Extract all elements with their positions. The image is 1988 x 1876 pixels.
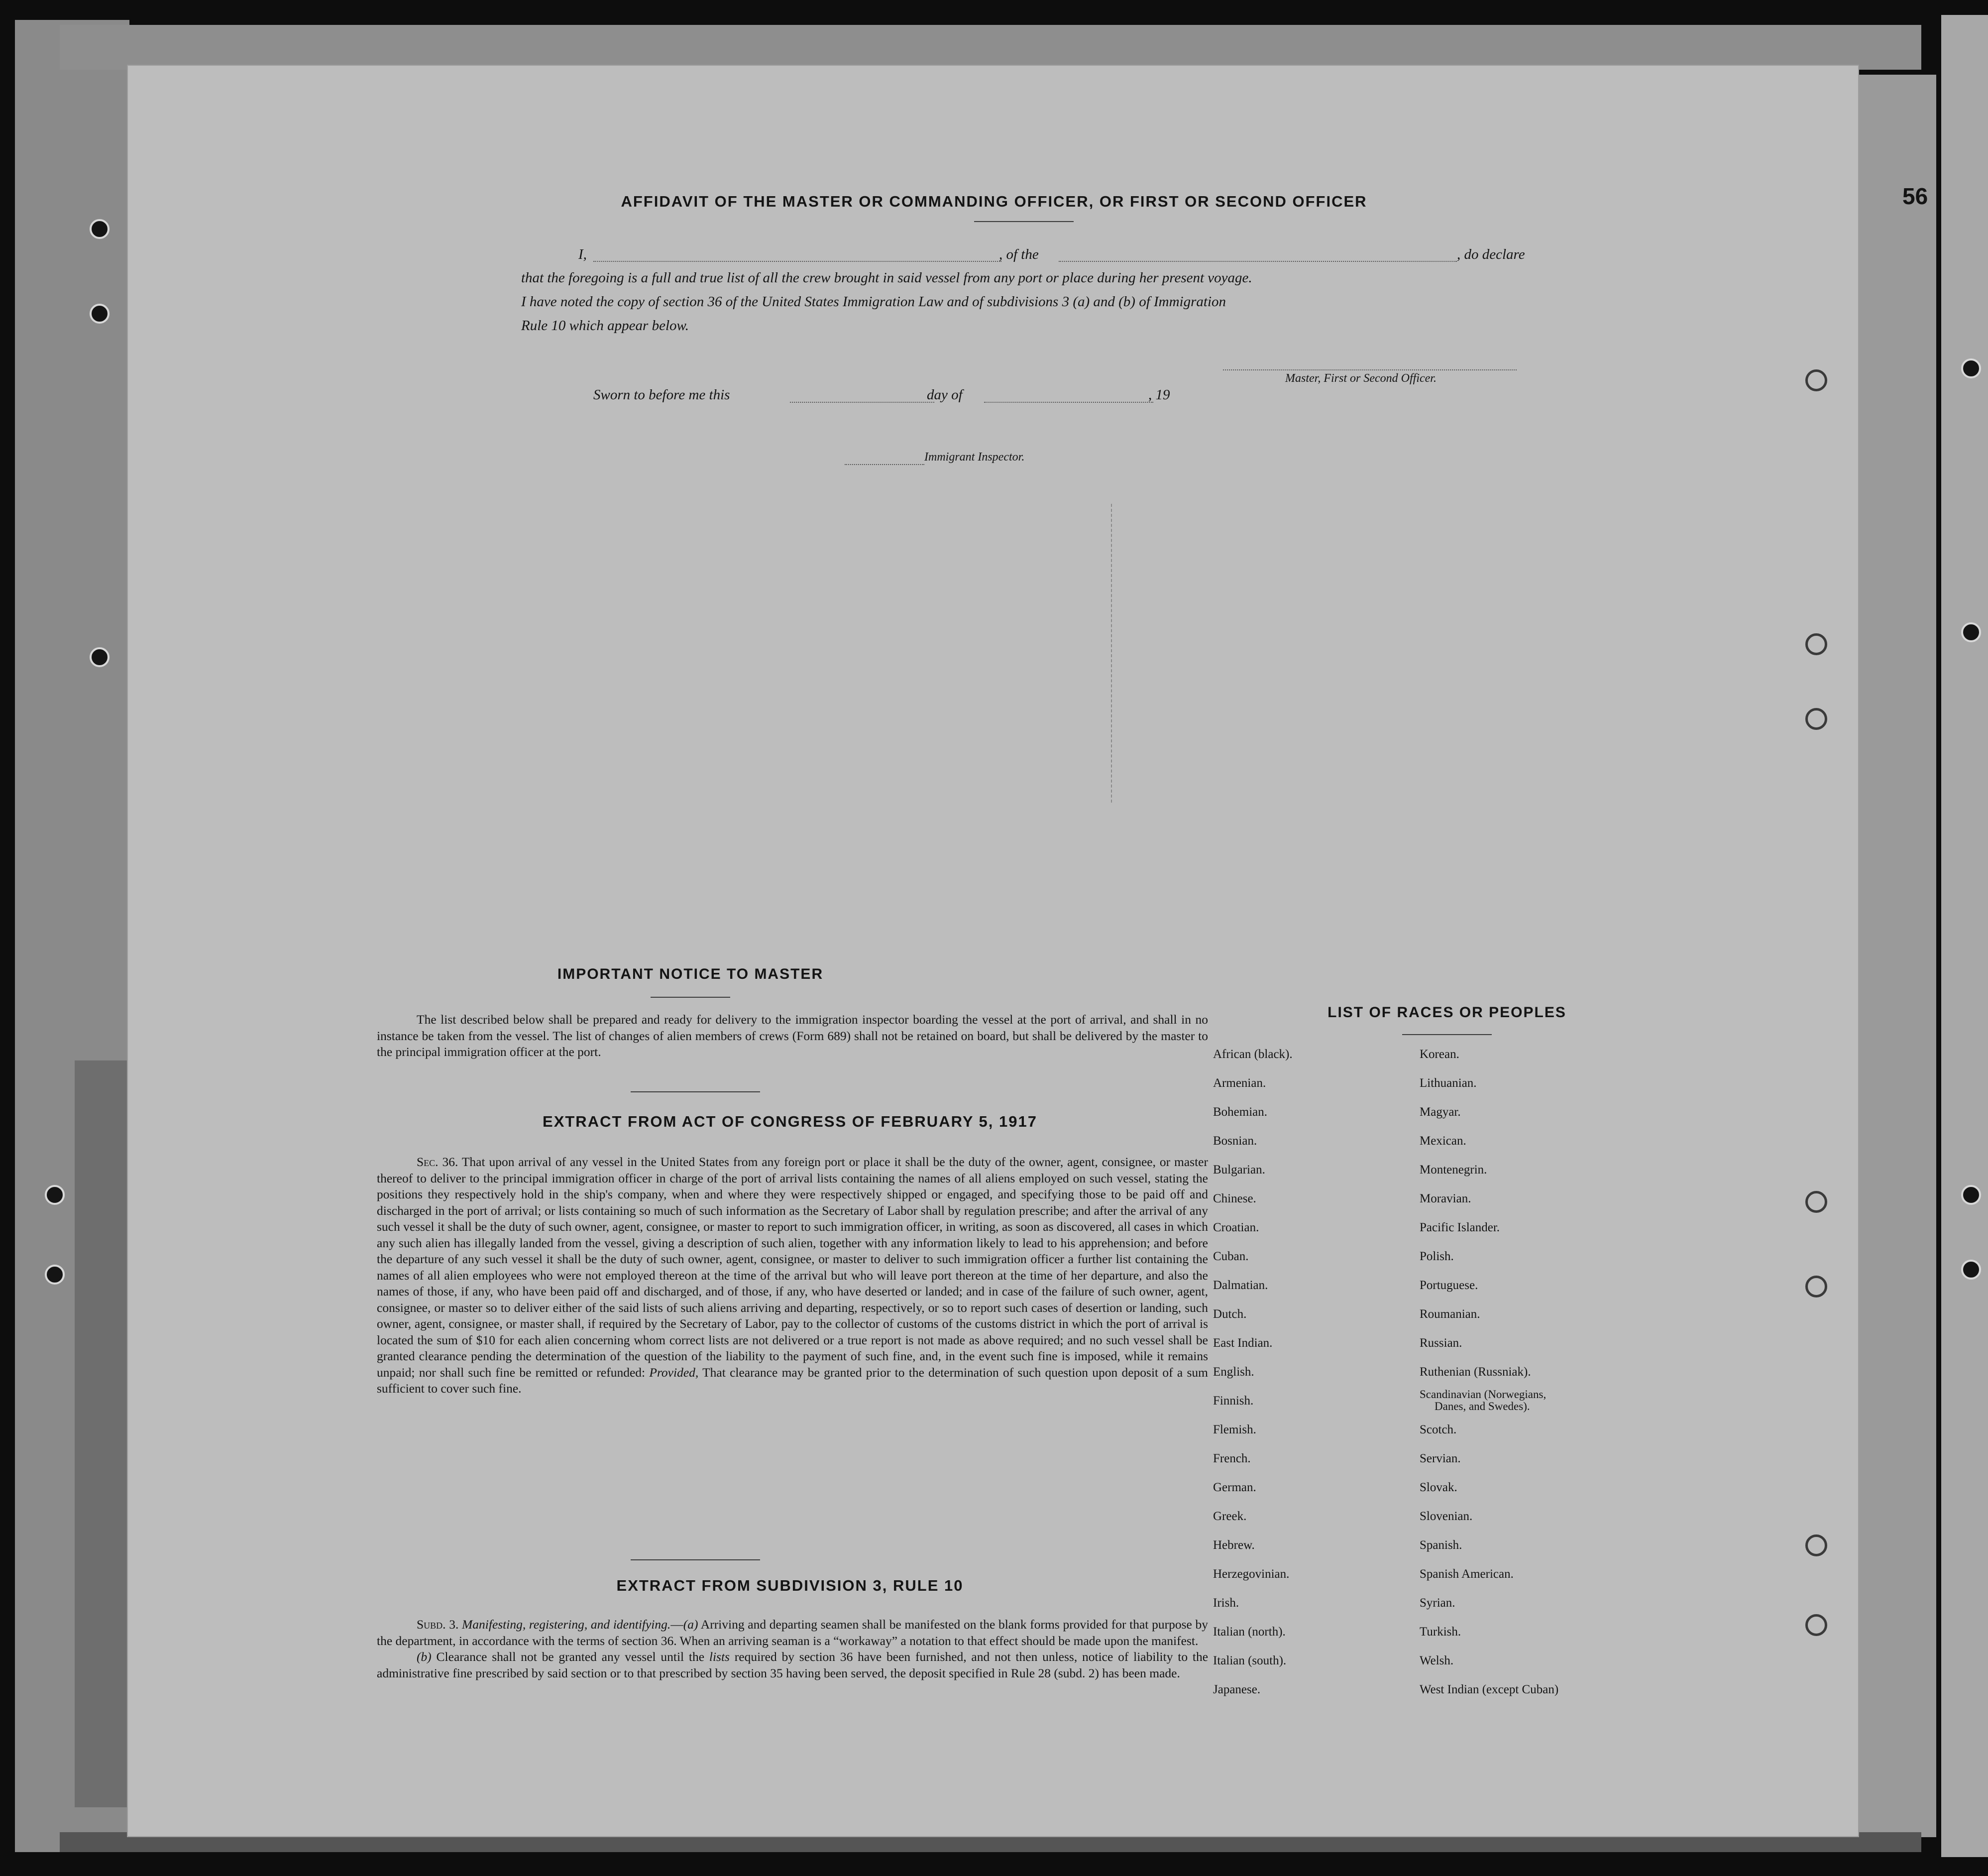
rule10-title: EXTRACT FROM SUBDIVISION 3, RULE 10: [616, 1577, 964, 1594]
race-item: Syrian.: [1420, 1596, 1455, 1610]
race-item: Slovak.: [1420, 1481, 1457, 1494]
notice-bottom-rule: [631, 1091, 760, 1092]
races-right-column: [1420, 1048, 1658, 1745]
affidavit-of-the: , of the: [999, 246, 1039, 262]
race-item: Flemish.: [1213, 1423, 1256, 1436]
notice-paragraph: The list described below shall be prepared and ready for delivery to the immigration inspector boarding the vessel at the port of arrival, and shall in no instance be taken from the vessel. The list of changes of alien members of crews (Form 689) shall not be retained on board, but shall be delivered by the master to the principal immigration officer at the port.: [377, 1012, 1208, 1059]
affidavit-line-4: Rule 10 which appear below.: [521, 318, 689, 334]
page-number: 56: [1902, 183, 1928, 209]
races-title: LIST OF RACES OR PEOPLES: [1327, 1004, 1566, 1021]
master-signature-label: Master, First or Second Officer.: [1285, 372, 1436, 385]
race-item: Spanish American.: [1420, 1567, 1514, 1581]
race-item: East Indian.: [1213, 1336, 1273, 1350]
race-item: Turkish.: [1420, 1625, 1461, 1639]
far-right-strip: [1941, 15, 1988, 1857]
sworn-day-of: day of: [927, 387, 963, 403]
notice-title-rule: [651, 997, 730, 998]
binder-hole: [1805, 633, 1827, 655]
race-item: Dalmatian.: [1213, 1279, 1268, 1292]
race-item: Bohemian.: [1213, 1105, 1268, 1119]
race-item: Slovenian.: [1420, 1510, 1473, 1523]
sworn-year: , 19: [1148, 387, 1170, 403]
binder-hole: [1805, 1276, 1827, 1297]
binder-hole: [90, 647, 110, 667]
binder-hole: [1805, 1191, 1827, 1213]
binder-hole: [1805, 1614, 1827, 1636]
rule10-subd-heading: Manifesting, registering, and identifying.: [462, 1617, 671, 1632]
rule10-paragraph-b: [377, 1649, 1208, 1681]
notice-title: IMPORTANT NOTICE TO MASTER: [557, 966, 824, 982]
sworn-month-blank[interactable]: [984, 402, 1153, 403]
top-page-edge: [60, 25, 1921, 70]
affidavit-line-3: I have noted the copy of section 36 of the United States Immigration Law and of subdivisions 3 (a) and (b) of Immigration: [521, 294, 1226, 310]
race-item: Greek.: [1213, 1510, 1247, 1523]
binder-hole: [1805, 369, 1827, 391]
race-item: Roumanian.: [1420, 1307, 1480, 1321]
race-item: Korean.: [1420, 1048, 1459, 1061]
race-item: Servian.: [1420, 1452, 1461, 1465]
page-fold-line: [1111, 504, 1113, 803]
vessel-name-blank[interactable]: [1059, 261, 1457, 262]
race-item: Dutch.: [1213, 1307, 1247, 1321]
race-item: Mexican.: [1420, 1134, 1466, 1148]
race-item: English.: [1213, 1365, 1254, 1379]
race-item: Scotch.: [1420, 1423, 1457, 1436]
binder-hole: [90, 304, 110, 324]
race-item: Cuban.: [1213, 1250, 1249, 1263]
race-item: Finnish.: [1213, 1394, 1254, 1407]
race-item: Montenegrin.: [1420, 1163, 1487, 1176]
binder-hole: [45, 1265, 65, 1285]
act-title: EXTRACT FROM ACT OF CONGRESS OF FEBRUARY 5, 1917: [543, 1113, 1037, 1130]
race-item: Chinese.: [1213, 1192, 1256, 1205]
affidavit-title: AFFIDAVIT OF THE MASTER OR COMMANDING OFFICER, OR FIRST OR SECOND OFFICER: [621, 193, 1367, 210]
binder-hole: [1805, 1534, 1827, 1556]
sworn-day-blank[interactable]: [790, 402, 934, 403]
binder-hole: [1805, 708, 1827, 730]
race-item: Lithuanian.: [1420, 1076, 1477, 1090]
race-item: Herzegovinian.: [1213, 1567, 1290, 1581]
rule10-a-text: Arriving and departing seamen shall be manifested on the blank forms provided for that purpose by the department, in accordance with the terms of section 36. When an arriving seaman is a “workaway” a notation to that effect should be made upon the manifest.: [377, 1617, 1208, 1648]
act-text-end: That clearance may be granted prior to the determination of such question upon deposit of a sum sufficient to cover such fine.: [377, 1365, 1208, 1396]
race-item: Italian (south).: [1213, 1654, 1287, 1667]
act-paragraph: [377, 1154, 1208, 1397]
act-bottom-rule: [631, 1559, 760, 1560]
race-item: Japanese.: [1213, 1683, 1261, 1696]
manifest-back-page: [127, 65, 1928, 1837]
race-item: Italian (north).: [1213, 1625, 1286, 1639]
race-item: French.: [1213, 1452, 1251, 1465]
master-signature-blank[interactable]: [1223, 369, 1517, 370]
race-item: Portuguese.: [1420, 1279, 1478, 1292]
race-item: Welsh.: [1420, 1654, 1454, 1667]
race-item: Armenian.: [1213, 1076, 1266, 1090]
rule10-b-label: (b): [417, 1649, 432, 1664]
race-item: Irish.: [1213, 1596, 1239, 1610]
right-page-edge: [1857, 75, 1936, 1837]
notice-text: [377, 1012, 1208, 1060]
affidavit-do-declare: , do declare: [1457, 246, 1525, 262]
rule10-paragraph-a: Subd. 3. Manifesting, registering, and identifying.—(a) Arriving and departing seamen shall be manifested on the blank forms provided for that purpose by the department, in accordance with the terms of section 36. When an arriving seaman is a “workaway” a notation to that effect should be made upon the manifest.: [377, 1617, 1208, 1648]
race-item: Hebrew.: [1213, 1538, 1255, 1552]
affidavit-line-2: that the foregoing is a full and true list of all the crew brought in said vessel from any port or place during her present voyage.: [521, 270, 1252, 286]
race-item: African (black).: [1213, 1048, 1293, 1061]
race-item: German.: [1213, 1481, 1256, 1494]
races-left-column: [1213, 1048, 1412, 1745]
race-item: West Indian (except Cuban): [1420, 1683, 1559, 1696]
binder-hole: [1961, 358, 1981, 378]
binder-hole: [1961, 1260, 1981, 1280]
race-item: Magyar.: [1420, 1105, 1461, 1119]
rule10-text: [377, 1617, 1208, 1681]
race-item: Spanish.: [1420, 1538, 1462, 1552]
affidavit-title-rule: [974, 221, 1074, 222]
race-item: Bosnian.: [1213, 1134, 1257, 1148]
rule10-a-label: (a): [683, 1617, 698, 1632]
races-title-rule: [1402, 1034, 1492, 1035]
binder-hole: [1961, 1185, 1981, 1205]
act-text: [377, 1154, 1208, 1397]
affidavit-i: I,: [578, 246, 587, 262]
race-item: Moravian.: [1420, 1192, 1471, 1205]
master-name-blank[interactable]: [593, 261, 1001, 262]
race-item: Pacific Islander.: [1420, 1221, 1500, 1234]
race-item: Polish.: [1420, 1250, 1454, 1263]
inspector-signature-blank[interactable]: [845, 464, 924, 465]
race-item: Russian.: [1420, 1336, 1462, 1350]
act-provided: Provided,: [649, 1365, 699, 1380]
binder-hole: [45, 1185, 65, 1205]
race-item: Scandinavian (Norwegians,: [1420, 1388, 1546, 1401]
act-section-label: Sec. 36.: [417, 1155, 458, 1169]
rule10-b-text-1: Clearance shall not be granted any vessel until the: [436, 1649, 705, 1664]
race-item: Ruthenian (Russniak).: [1420, 1365, 1531, 1379]
race-item: Bulgarian.: [1213, 1163, 1265, 1176]
act-main-text: That upon arrival of any vessel in the United States from any foreign port or place it shall be the duty of the owner, agent, consignee, or master thereof to deliver to the principal immigration officer in charge of the port of arrival lists containing the names of all aliens employed on such vessel, stating the positions they respectively hold in the ship's company, when and where they were respectively shipped or engaged, and specifying those to be paid off and discharged in the port of arrival; or lists containing so much of such information as the Secretary of Labor shall by regulation prescribe; and after the arrival of any such vessel it shall be the duty of such owner, agent, consignee, or master to report to such immigration officer, in writing, as soon as discovered, all cases in which any such alien has illegally landed from the vessel, giving a description of such alien, together with any information likely to lead to his apprehension; and before the departure of any such vessel it shall be the duty of such owner, agent, consignee, or master to deliver to such immigration officer a further list containing the names of all alien employees who were not employed thereon at the time of the arrival but who will leave port thereon at the time of her departure, and also the names of those, if any, who have been paid off and discharged, and of those, if any, who have deserted or landed; and in case of the failure of such owner, agent, consignee, or master so to deliver either of the said lists of such aliens arriving and departing, respectively, or so to report such cases of desertion or landing, such owner, agent, consignee, or master shall, if required by the Secretary of Labor, pay to the collector of customs of the customs district in which the port of arrival is located the sum of $10 for each alien concerning whom correct lists are not delivered or a true report is not made as above required; and no such vessel shall be granted clearance pending the determination of the question of the liability to the payment of such fine, and, in the event such fine is imposed, while it remains unpaid; nor shall such fine be remitted or refunded:: [377, 1155, 1208, 1380]
race-item: Croatian.: [1213, 1221, 1259, 1234]
left-page-edge-inner: [75, 1060, 129, 1807]
rule10-subd-label: Subd. 3.: [417, 1617, 459, 1632]
rule10-b-lists: lists: [709, 1649, 730, 1664]
inspector-label: Immigrant Inspector.: [924, 451, 1025, 464]
race-item: Danes, and Swedes).: [1435, 1400, 1530, 1412]
binder-hole: [1961, 622, 1981, 642]
rule10-b-text-2: required by section 36 have been furnished, and not then unless, notice of liability to the administrative fine prescribed by said section or to that prescribed by section 35 having been served, the deposit specified in Rule 28 (subd. 2) has been made.: [377, 1649, 1209, 1680]
binder-hole: [90, 219, 110, 239]
sworn-text: Sworn to before me this: [593, 387, 730, 403]
